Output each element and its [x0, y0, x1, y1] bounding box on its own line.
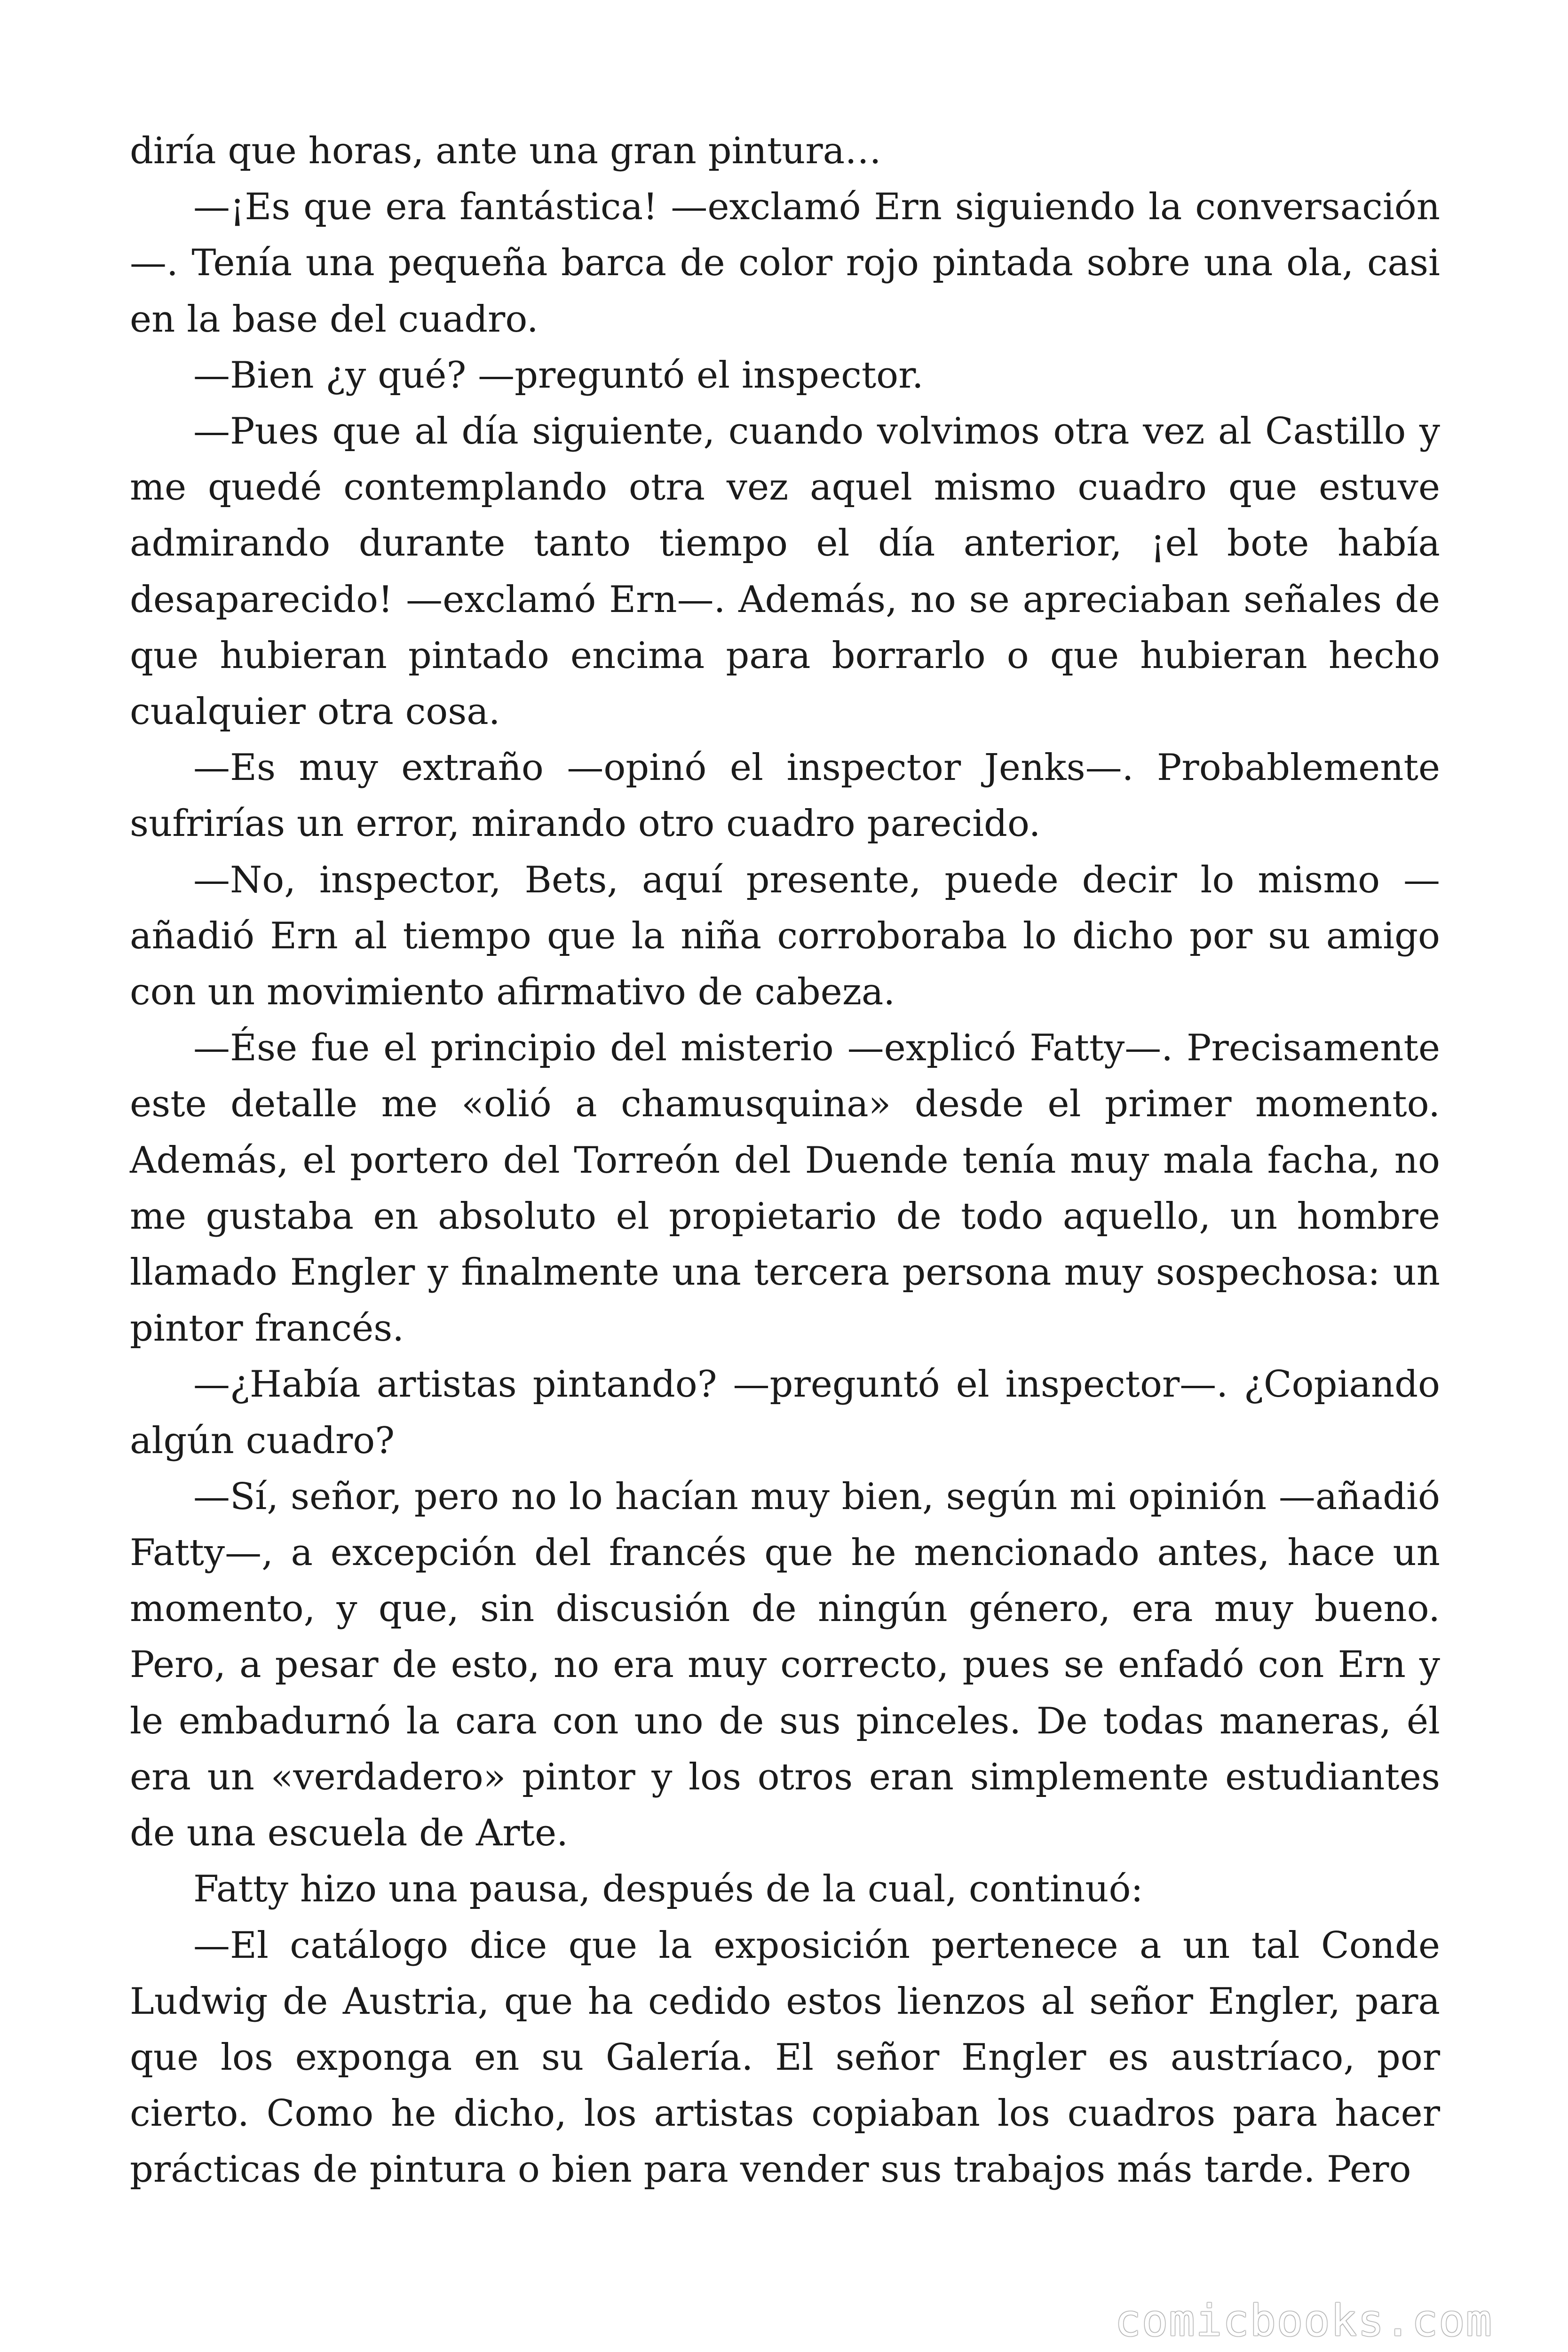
- paragraph-8: —¿Había artistas pintando? —preguntó el inspector—. ¿Copiando algún cuadro?: [130, 1363, 1440, 1462]
- watermark: comicbooks.com: [1115, 2296, 1493, 2346]
- paragraph-2: —¡Es que era fantástica! —exclamó Ern siguiendo la conversación—. Tenía una pequeña barca de color rojo pintada sobre una ola, casi en la base del cuadro.: [130, 186, 1440, 341]
- paragraph-11: —El catálogo dice que la exposición pertenece a un tal Conde Ludwig de Austria, que ha cedido estos lienzos al señor Engler, para que los exponga en su Galería. El señor Engler es austríaco, por cierto. Como he dicho, los artistas copiaban los cuadros para hacer prácticas de pintura o bien para vender sus trabajos más tarde. Pero: [130, 1924, 1440, 2191]
- paragraph-4: —Pues que al día siguiente, cuando volvimos otra vez al Castillo y me quedé contemplando otra vez aquel mismo cuadro que estuve admirando durante tanto tiempo el día anterior, ¡el bote había desaparecido! —exclamó Ern—. Además, no se apreciaban señales de que hubieran pintado encima para borrarlo o que hubieran hecho cualquier otra cosa.: [130, 410, 1440, 733]
- paragraph-9: —Sí, señor, pero no lo hacían muy bien, según mi opinión —añadió Fatty—, a excepción del francés que he mencionado antes, hace un momento, y que, sin discusión de ningún género, era muy bueno. Pero, a pesar de esto, no era muy correcto, pues se enfadó con Ern y le embadurnó la cara con uno de sus pinceles. De todas maneras, él era un «verdadero» pintor y los otros eran simplemente estudiantes de una escuela de Arte.: [130, 1475, 1440, 1855]
- paragraph-7: —Ése fue el principio del misterio —explicó Fatty—. Precisamente este detalle me «olió a chamusquina» desde el primer momento. Además, el portero del Torreón del Duende tenía muy mala facha, no me gustaba en absoluto el propietario de todo aquello, un hombre llamado Engler y finalmente una tercera persona muy sospechosa: un pintor francés.: [130, 1027, 1440, 1350]
- paragraph-10: Fatty hizo una pausa, después de la cual, continuó:: [193, 1868, 1143, 1911]
- paragraph-5: —Es muy extraño —opinó el inspector Jenks—. Probablemente sufrirías un error, mirando otro cuadro parecido.: [130, 747, 1440, 845]
- body-text: [130, 123, 1440, 2198]
- paragraph-6: —No, inspector, Bets, aquí presente, puede decir lo mismo —añadió Ern al tiempo que la niña corroboraba lo dicho por su amigo con un movimiento afirmativo de cabeza.: [130, 858, 1440, 1014]
- paragraph-3: —Bien ¿y qué? —preguntó el inspector.: [193, 354, 924, 397]
- paragraph-1: diría que horas, ante una gran pintura…: [130, 130, 882, 172]
